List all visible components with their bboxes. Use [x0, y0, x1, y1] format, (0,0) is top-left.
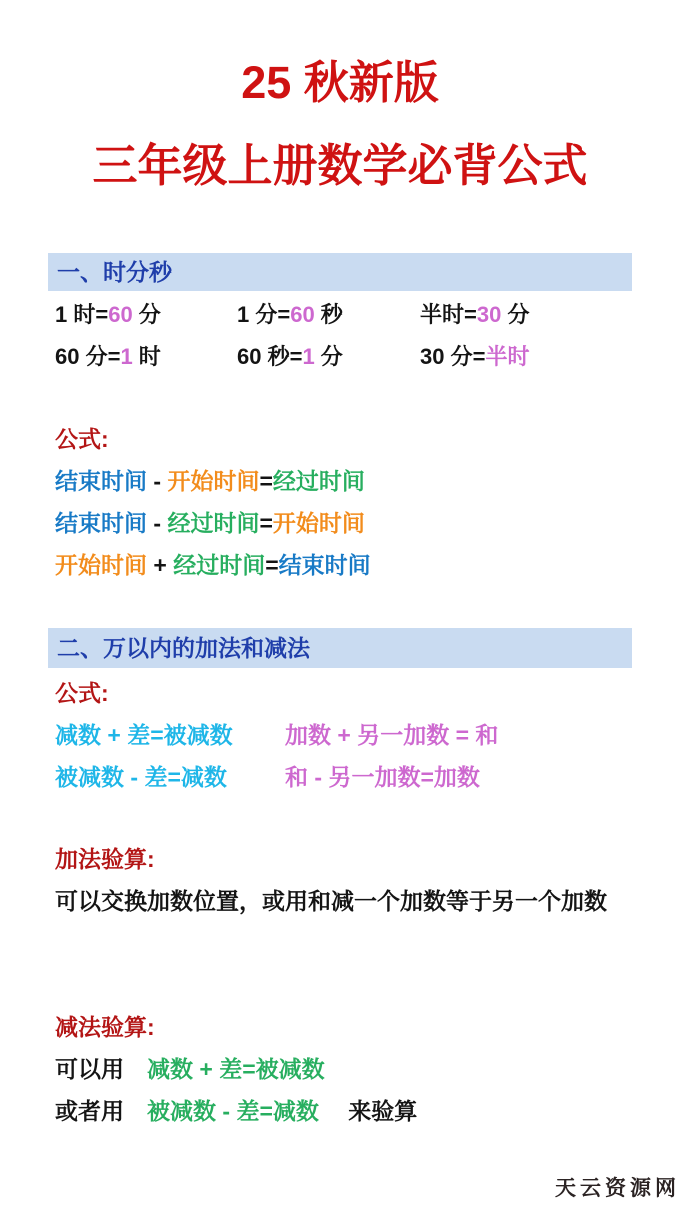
text-segment-black: 秒: [314, 301, 343, 327]
text-segment-black: 分: [314, 343, 343, 369]
time-formula-line: [48, 508, 632, 538]
conversion-cell: [237, 342, 420, 372]
text-segment-magenta: 半时: [485, 343, 530, 369]
text-segment-black: =: [259, 509, 273, 536]
section1-header: 一、时分秒: [48, 253, 632, 291]
text-segment-blue: 结束时间: [55, 509, 147, 536]
text-segment-magenta: 1: [302, 343, 315, 369]
text-segment-black: 时: [132, 343, 161, 369]
text-segment-black: 可以用: [55, 1055, 147, 1082]
text-segment-black: 60 分=: [55, 343, 121, 369]
conversion-cell: [237, 300, 420, 330]
text-segment-orange: 开始时间: [167, 467, 260, 494]
addition-check-label: 加法验算:: [55, 845, 155, 872]
addition-formula: [285, 720, 632, 750]
subtraction-check-line: [48, 1096, 632, 1126]
text-segment-green: 被减数 - 差=减数: [147, 1097, 319, 1124]
section1-formula-label: 公式:: [55, 425, 109, 452]
text-segment-black: 60 秒=: [237, 343, 303, 369]
subtraction-check-label: 减法验算:: [55, 1013, 155, 1040]
text-segment-magenta: 1: [120, 343, 133, 369]
text-segment-cyan: 被减数 - 差=减数: [55, 763, 227, 790]
conversion-cell: [55, 300, 237, 330]
conversion-cell: [420, 342, 632, 372]
addition-check-text: 可以交换加数位置，或用和减一个加数等于另一个加数: [55, 887, 607, 914]
text-segment-black: +: [147, 551, 174, 578]
text-segment-magenta: 60: [108, 301, 133, 327]
subtraction-formula: [55, 762, 285, 792]
conversion-table: [48, 300, 632, 372]
conversion-cell: [420, 300, 632, 330]
text-segment-green: 经过时间: [167, 509, 260, 536]
watermark: 天云资源网: [555, 1177, 680, 1200]
text-segment-green: 减数 + 差=被减数: [147, 1055, 325, 1082]
text-segment-black: 来验算: [318, 1097, 418, 1124]
text-segment-black: =: [259, 467, 273, 494]
section2-formula-label: 公式:: [55, 679, 109, 706]
text-segment-black: 或者用: [55, 1097, 147, 1124]
page-title-line1: 25 秋新版: [241, 57, 439, 108]
subtraction-check-line: [48, 1054, 632, 1084]
addsub-formula-row: [48, 762, 632, 792]
text-segment-black: 1 时=: [55, 301, 109, 327]
text-segment-black: 分: [132, 301, 161, 327]
text-segment-black: 1 分=: [237, 301, 291, 327]
text-segment-black: 分: [501, 301, 530, 327]
addition-formula: [285, 762, 632, 792]
addsub-formula-row: [48, 720, 632, 750]
time-formula-line: [48, 550, 632, 580]
section2-header: 二、万以内的加法和减法: [48, 628, 632, 668]
text-segment-magenta: 60: [290, 301, 315, 327]
text-segment-orange: 开始时间: [272, 509, 365, 536]
conversion-cell: [55, 342, 237, 372]
text-segment-orange: 开始时间: [55, 551, 147, 578]
text-segment-black: -: [147, 467, 168, 494]
text-segment-blue: 结束时间: [55, 467, 147, 494]
text-segment-magenta: 加数 + 另一加数 = 和: [285, 721, 499, 748]
text-segment-blue: 结束时间: [278, 551, 371, 578]
text-segment-magenta: 和 - 另一加数=加数: [285, 763, 480, 790]
text-segment-black: 30 分=: [420, 343, 486, 369]
subtraction-formula: [55, 720, 285, 750]
page-title-line2: 三年级上册数学必背公式: [92, 140, 588, 192]
text-segment-green: 经过时间: [173, 551, 266, 578]
text-segment-black: 半时=: [420, 301, 477, 327]
text-segment-green: 经过时间: [272, 467, 365, 494]
text-segment-magenta: 30: [476, 301, 502, 327]
text-segment-cyan: 减数 + 差=被减数: [55, 721, 233, 748]
text-segment-black: -: [147, 509, 168, 536]
time-formula-line: [48, 466, 632, 496]
text-segment-black: =: [265, 551, 279, 578]
